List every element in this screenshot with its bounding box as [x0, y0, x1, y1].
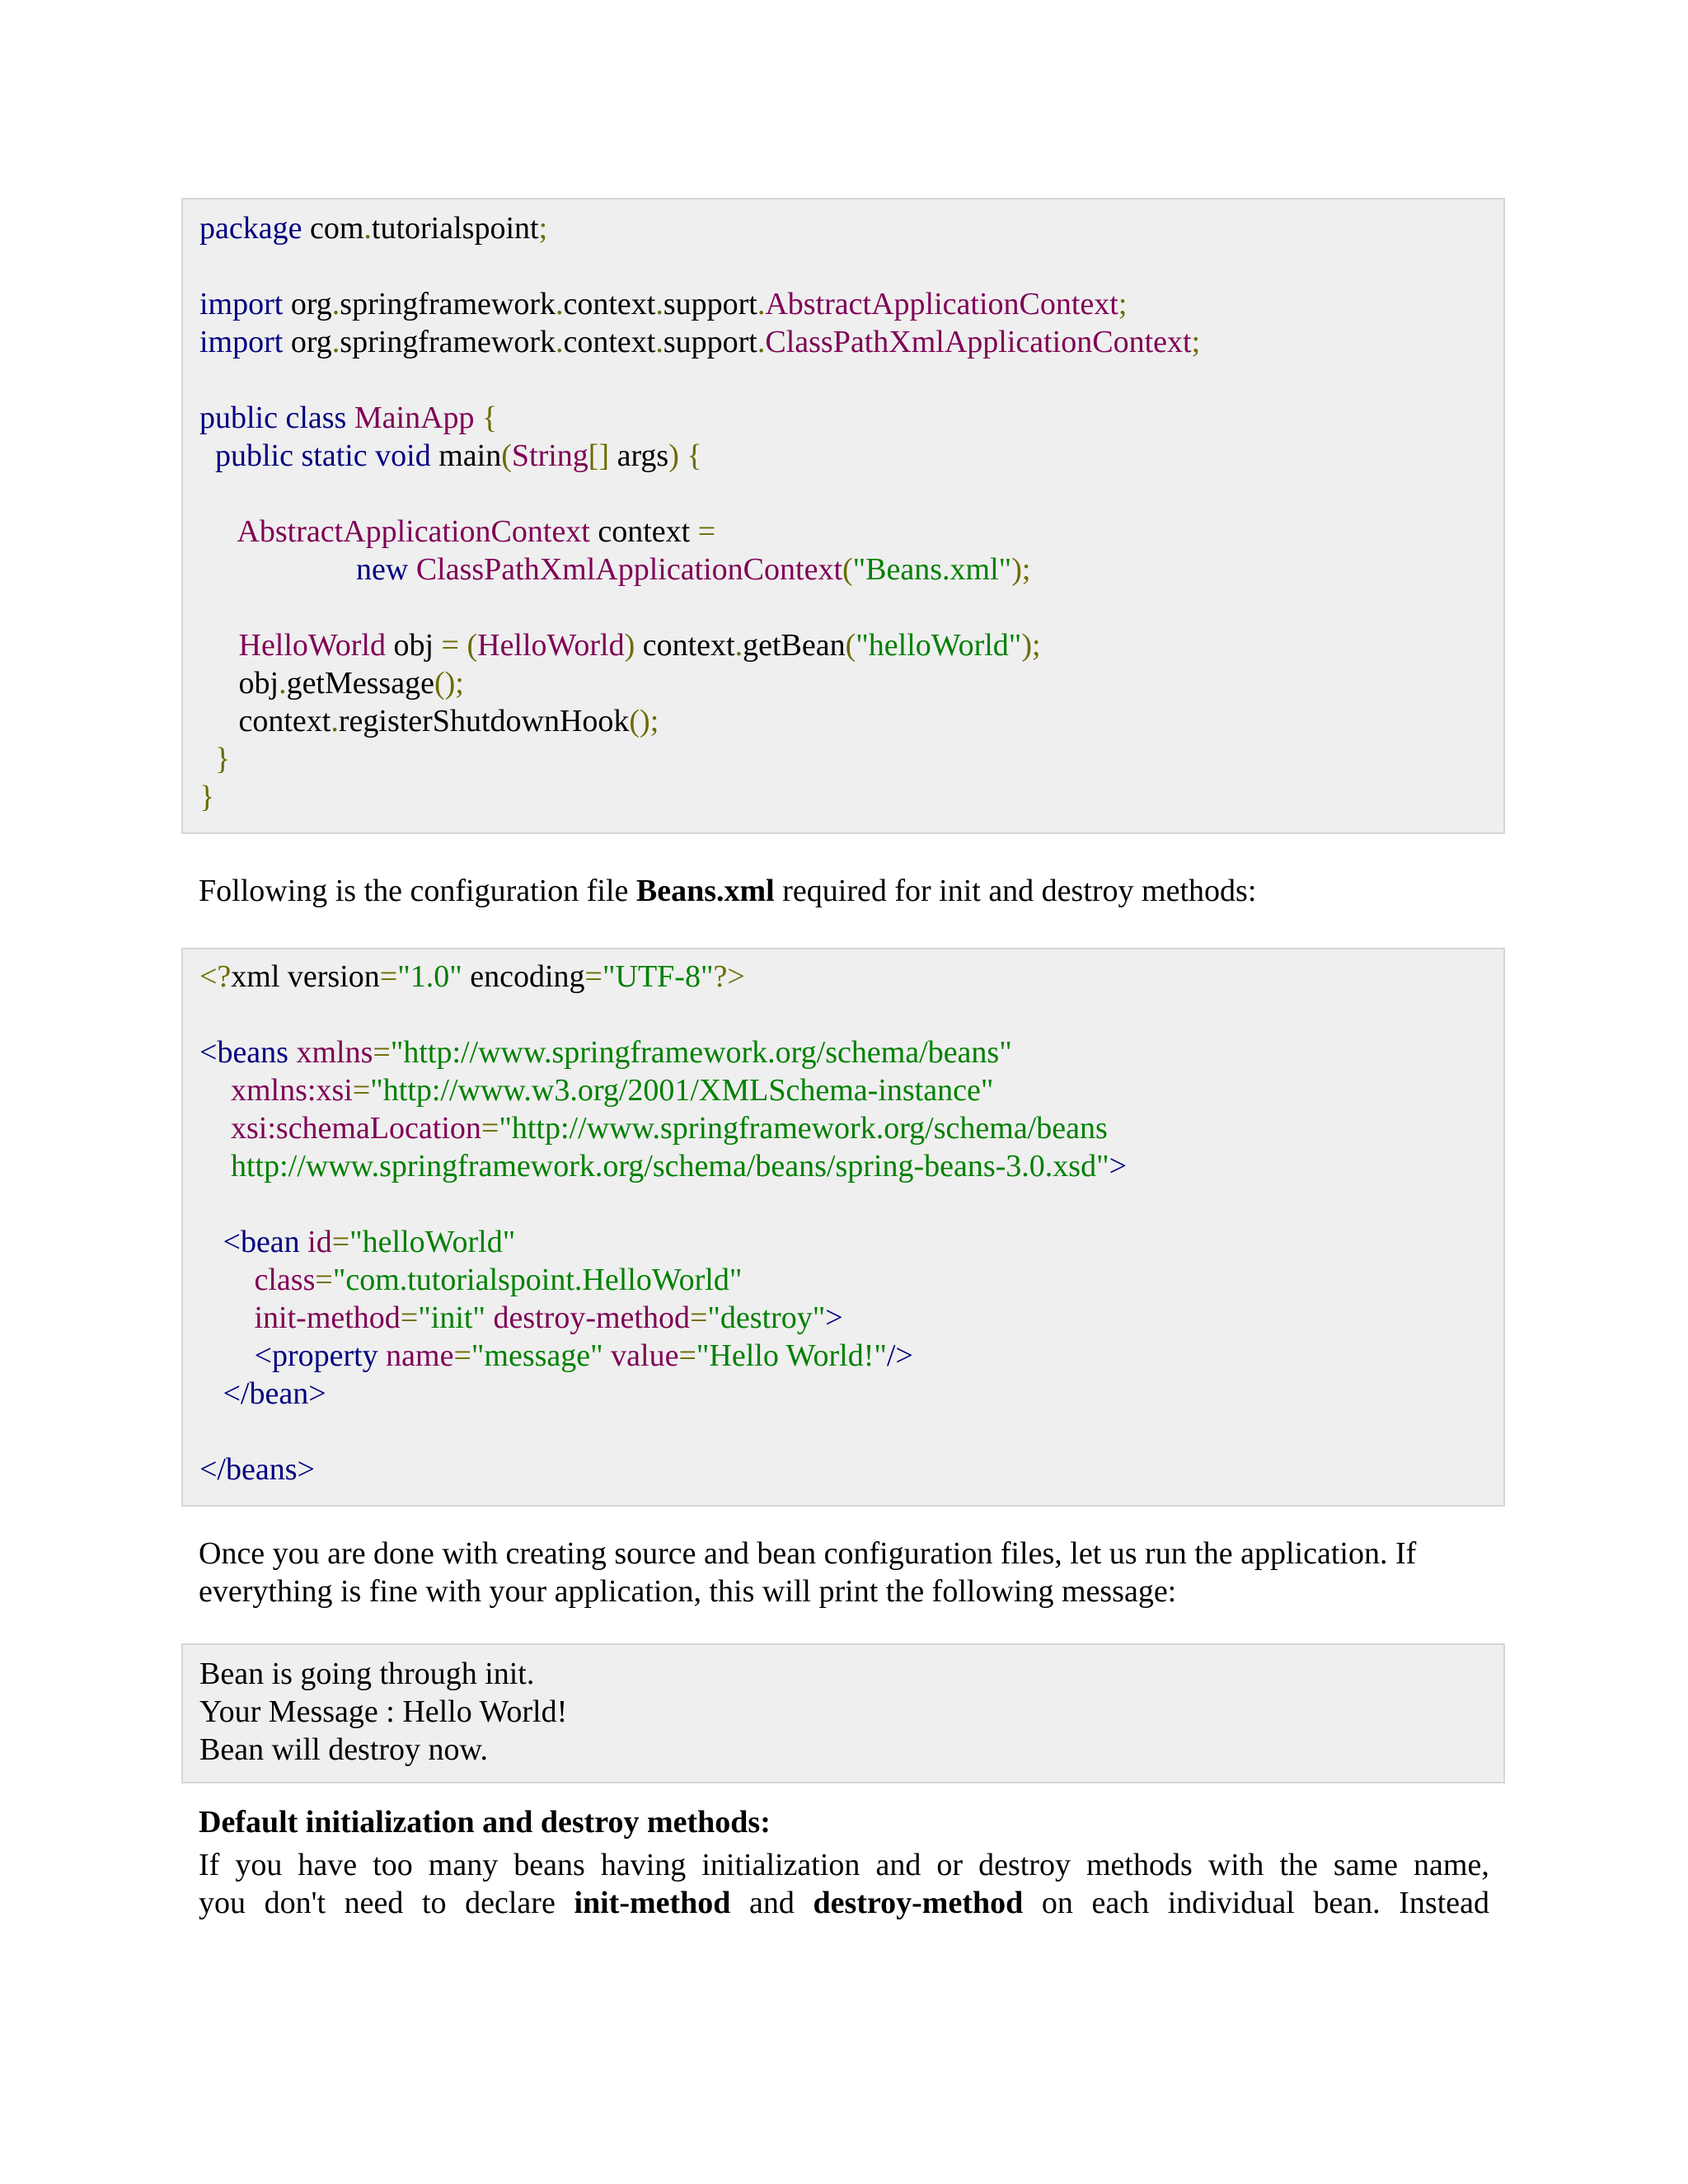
paragraph-run-intro-line1: Once you are done with creating source and bean configuration files, let us run the application. If — [199, 1536, 1417, 1571]
paragraph-default-methods-line2 — [199, 1884, 1489, 1922]
word: you — [199, 1886, 246, 1920]
word: having — [600, 1848, 687, 1882]
word: and — [875, 1848, 921, 1882]
word: with — [1207, 1848, 1264, 1882]
code-line: <bean id="helloWorld" — [199, 1225, 516, 1259]
output-line: Your Message : Hello World! — [199, 1694, 568, 1729]
output-line: Bean will destroy now. — [199, 1732, 489, 1767]
word: many — [428, 1848, 499, 1882]
code-line: xsi:schemaLocation="http://www.springframework.org/schema/beans — [199, 1111, 1108, 1146]
code-line: init-method="init" destroy-method="destroy"> — [199, 1301, 843, 1335]
code-line: </beans> — [199, 1452, 315, 1487]
code-line: <beans xmlns="http://www.springframework.org/schema/beans" — [199, 1035, 1012, 1070]
code-line: } — [199, 780, 215, 814]
code-line: public static void main(String[] args) { — [199, 438, 702, 473]
word: If — [199, 1848, 220, 1882]
code-line: </bean> — [199, 1376, 326, 1411]
word: methods — [1086, 1848, 1193, 1882]
code-line: import org.springframework.context.support.AbstractApplicationContext; — [199, 287, 1128, 321]
word: individual — [1167, 1886, 1295, 1920]
bold-term-destroy-method: destroy-method — [813, 1886, 1024, 1920]
java-code-block — [181, 198, 1505, 834]
word: same — [1333, 1848, 1398, 1882]
word: each — [1091, 1886, 1150, 1920]
code-line: http://www.springframework.org/schema/beans/spring-beans-3.0.xsd"> — [199, 1149, 1128, 1183]
word: beans — [513, 1848, 585, 1882]
word: declare — [465, 1886, 556, 1920]
code-line: class="com.tutorialspoint.HelloWorld" — [199, 1263, 743, 1297]
word: don't — [264, 1886, 326, 1920]
code-line: obj.getMessage(); — [199, 666, 464, 701]
word: you — [235, 1848, 283, 1882]
word: or — [936, 1848, 964, 1882]
paragraph-default-methods-line1 — [199, 1846, 1489, 1884]
code-line: xmlns:xsi="http://www.w3.org/2001/XMLSchema-instance" — [199, 1073, 994, 1108]
word: the — [1279, 1848, 1318, 1882]
code-line: <property name="message" value="Hello World!"/> — [199, 1338, 913, 1373]
paragraph-config-intro: Following is the configuration file Beans.xml required for init and destroy methods: — [199, 874, 1257, 908]
output-line: Bean is going through init. — [199, 1657, 535, 1691]
paragraph-run-intro-line2: everything is fine with your application, this will print the following message: — [199, 1574, 1177, 1609]
output-block — [181, 1643, 1505, 1783]
code-line: context.registerShutdownHook(); — [199, 704, 659, 738]
word: destroy — [978, 1848, 1071, 1882]
code-line: new ClassPathXmlApplicationContext("Beans.xml"); — [199, 552, 1031, 587]
word: and — [749, 1886, 795, 1920]
word: have — [298, 1848, 358, 1882]
code-line: HelloWorld obj = (HelloWorld) context.getBean("helloWorld"); — [199, 628, 1041, 663]
word: on — [1041, 1886, 1073, 1920]
word: bean. — [1313, 1886, 1381, 1920]
word: need — [344, 1886, 404, 1920]
code-line: import org.springframework.context.support.ClassPathXmlApplicationContext; — [199, 325, 1201, 359]
section-heading: Default initialization and destroy methods: — [199, 1805, 771, 1840]
word: to — [421, 1886, 447, 1920]
code-line: AbstractApplicationContext context = — [199, 514, 716, 549]
xml-code-block — [181, 948, 1505, 1507]
word: initialization — [701, 1848, 860, 1882]
bold-term-init-method: init-method — [574, 1886, 731, 1920]
code-line: } — [199, 742, 231, 776]
code-line: public class MainApp { — [199, 401, 498, 435]
code-line: package com.tutorialspoint; — [199, 211, 548, 246]
word: too — [373, 1848, 413, 1882]
word: Instead — [1399, 1886, 1489, 1920]
word: name, — [1414, 1848, 1489, 1882]
code-line: <?xml version="1.0" encoding="UTF-8"?> — [199, 959, 745, 994]
